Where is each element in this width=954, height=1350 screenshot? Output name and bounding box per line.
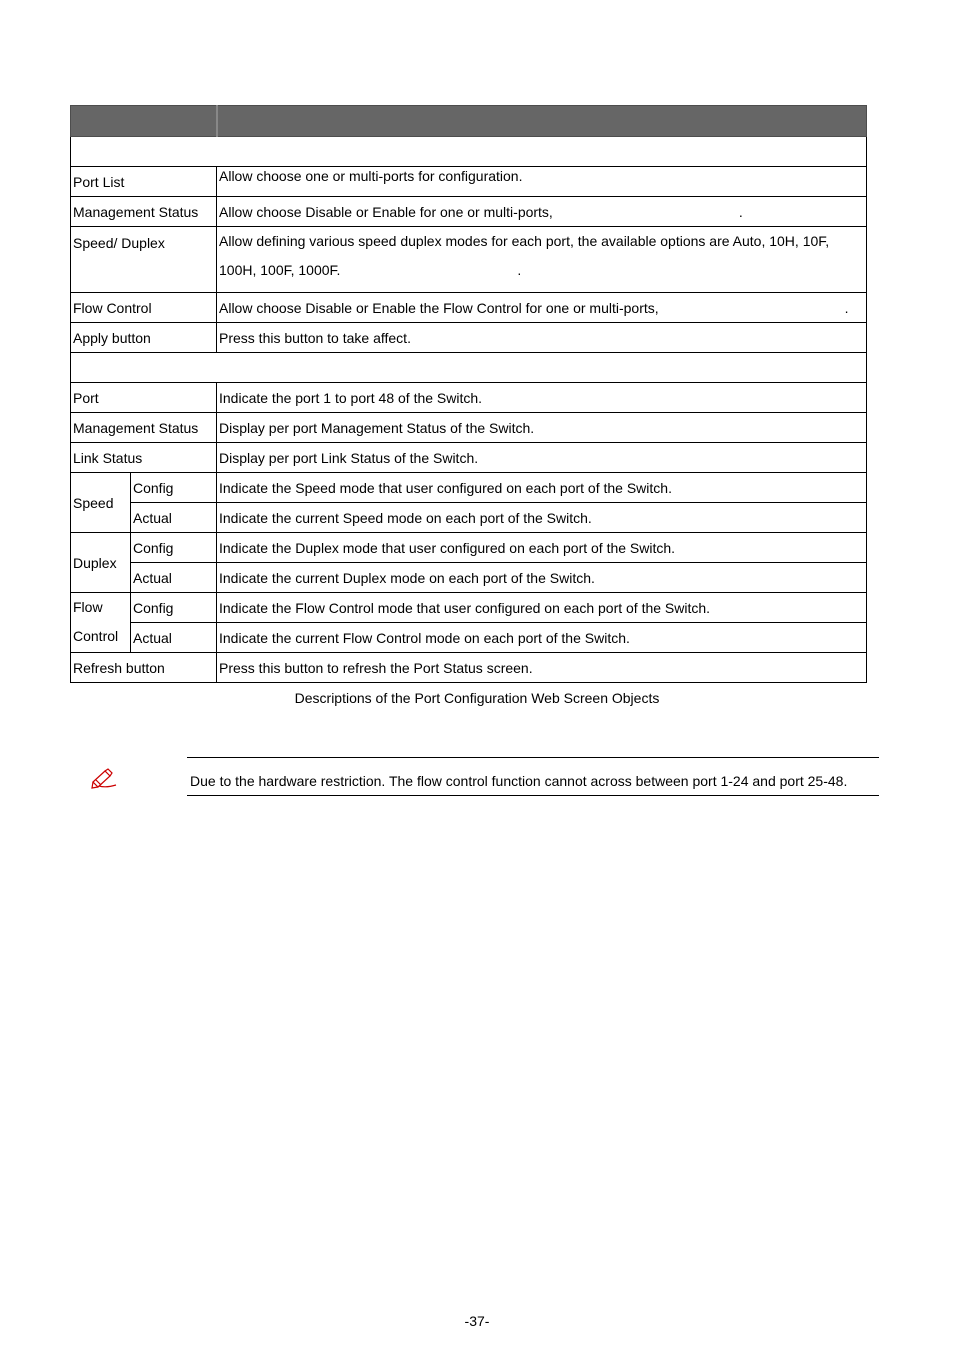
note-text: Due to the hardware restriction. The flow control function cannot across between port 1-24 and port 25-48. bbox=[190, 773, 848, 789]
row-description-trail: . bbox=[738, 203, 743, 220]
row-label: Management Status bbox=[71, 197, 217, 227]
row-description: Press this button to refresh the Port Status screen. bbox=[217, 653, 867, 683]
row-label: Management Status bbox=[71, 413, 217, 443]
row-group-label-line2: Control bbox=[73, 628, 119, 644]
note-bottom-rule bbox=[187, 795, 879, 796]
row-label: Port List bbox=[71, 167, 217, 197]
row-description: Display per port Link Status of the Switch. bbox=[217, 443, 867, 473]
row-description-text: Allow choose Disable or Enable for one or multi-ports, bbox=[219, 203, 553, 220]
table-row bbox=[71, 653, 867, 683]
row-description bbox=[217, 227, 867, 293]
header-object-cell bbox=[71, 106, 217, 137]
row-group-label: Duplex bbox=[71, 533, 131, 593]
row-description: Indicate the current Speed mode on each port of the Switch. bbox=[217, 503, 867, 533]
port-config-description-table bbox=[70, 105, 867, 683]
table-row bbox=[71, 593, 867, 623]
row-description-line2: 100H, 100F, 1000F. bbox=[219, 262, 341, 278]
row-label: Speed/ Duplex bbox=[71, 227, 217, 293]
row-description: Allow choose one or multi-ports for configuration. bbox=[217, 167, 867, 197]
config-section-label bbox=[71, 137, 867, 167]
row-description: Indicate the Duplex mode that user configured on each port of the Switch. bbox=[217, 533, 867, 563]
page-number: -37- bbox=[464, 1313, 490, 1329]
row-group-label-line1: Flow bbox=[73, 599, 103, 615]
row-description: Indicate the Flow Control mode that user configured on each port of the Switch. bbox=[217, 593, 867, 623]
table-row bbox=[71, 533, 867, 563]
row-sublabel: Actual bbox=[131, 563, 217, 593]
table-row bbox=[71, 623, 867, 653]
table-row bbox=[71, 227, 867, 293]
table-row bbox=[71, 323, 867, 353]
row-description: Indicate the port 1 to port 48 of the Switch. bbox=[217, 383, 867, 413]
row-description: Press this button to take affect. bbox=[217, 323, 867, 353]
table-row bbox=[71, 197, 867, 227]
row-sublabel: Config bbox=[131, 533, 217, 563]
row-description: Indicate the Speed mode that user configured on each port of the Switch. bbox=[217, 473, 867, 503]
table-row bbox=[71, 443, 867, 473]
row-sublabel: Config bbox=[131, 473, 217, 503]
row-description bbox=[217, 197, 867, 227]
table-row bbox=[71, 383, 867, 413]
row-label: Refresh button bbox=[71, 653, 217, 683]
table-header-row bbox=[71, 106, 867, 137]
row-description: Indicate the current Flow Control mode on each port of the Switch. bbox=[217, 623, 867, 653]
row-description-trail: . bbox=[844, 299, 849, 316]
pencil-note-icon bbox=[90, 768, 118, 790]
config-section-row bbox=[71, 137, 867, 167]
note-top-rule bbox=[187, 757, 879, 758]
row-description: Display per port Management Status of the Switch. bbox=[217, 413, 867, 443]
row-label: Apply button bbox=[71, 323, 217, 353]
header-description-cell bbox=[217, 106, 867, 137]
table-row bbox=[71, 167, 867, 197]
row-description-text: Allow choose Disable or Enable the Flow Control for one or multi-ports, bbox=[219, 299, 659, 316]
row-label: Port bbox=[71, 383, 217, 413]
status-section-row bbox=[71, 353, 867, 383]
status-section-label bbox=[71, 353, 867, 383]
table-row bbox=[71, 563, 867, 593]
row-description-trail: . bbox=[517, 262, 522, 278]
row-sublabel: Config bbox=[131, 593, 217, 623]
table-row bbox=[71, 413, 867, 443]
row-sublabel: Actual bbox=[131, 503, 217, 533]
row-description-line1: Allow defining various speed duplex modes for each port, the available options are Auto, 10H, 10F, bbox=[219, 233, 830, 249]
table-row bbox=[71, 293, 867, 323]
row-label: Flow Control bbox=[71, 293, 217, 323]
table-caption: Descriptions of the Port Configuration Web Screen Objects bbox=[294, 690, 660, 706]
row-description bbox=[217, 293, 867, 323]
table-row bbox=[71, 473, 867, 503]
row-group-label: Speed bbox=[71, 473, 131, 533]
row-group-label bbox=[71, 593, 131, 653]
row-label: Link Status bbox=[71, 443, 217, 473]
row-description: Indicate the current Duplex mode on each port of the Switch. bbox=[217, 563, 867, 593]
row-sublabel: Actual bbox=[131, 623, 217, 653]
table-row bbox=[71, 503, 867, 533]
